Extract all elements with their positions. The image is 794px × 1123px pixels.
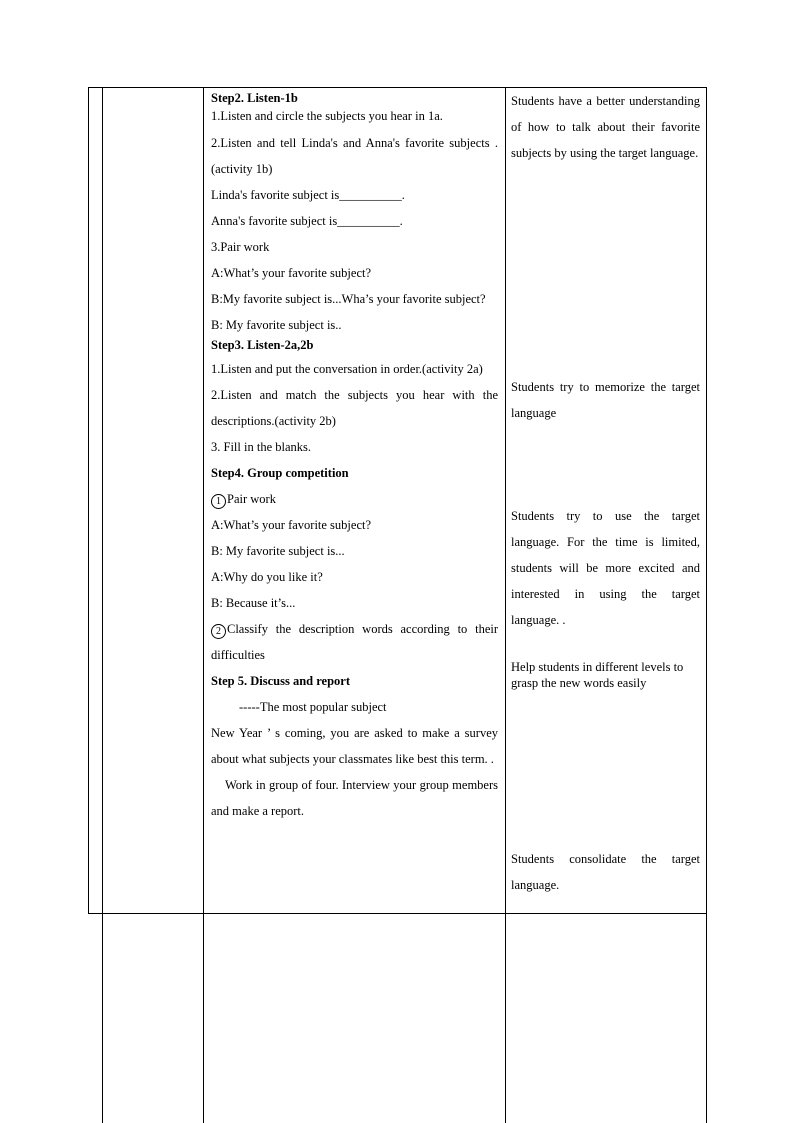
circled-number-1: 1 <box>211 494 226 509</box>
step5-title: Step 5. Discuss and report <box>211 674 351 688</box>
step2-item-7: B:My favorite subject is...Wha’s your favorite subject? <box>211 292 486 306</box>
step3-item-1: 1.Listen and put the conversation in order.(activity 2a) <box>211 362 483 376</box>
table-right-border <box>706 87 707 1123</box>
step4-pair-label: Pair work <box>227 492 276 506</box>
step2-item-1: 1.Listen and circle the subjects you hear in 1a. <box>211 109 443 123</box>
step4-item-2: B: My favorite subject is... <box>211 544 345 558</box>
step4-classify <box>211 616 498 668</box>
step2-item-2: 2.Listen and tell Linda's and Anna's favorite subjects .(activity 1b) <box>211 136 498 176</box>
step2-item-5: 3.Pair work <box>211 240 270 254</box>
table-col-divider-3 <box>505 87 506 1123</box>
step4-item-3: A:Why do you like it? <box>211 570 323 584</box>
step3-item-3: 3. Fill in the blanks. <box>211 440 311 454</box>
purpose-cell-1 <box>511 88 700 166</box>
table-col-divider-1 <box>102 87 103 1123</box>
step2-item-6: A:What’s your favorite subject? <box>211 266 372 280</box>
circled-number-2: 2 <box>211 624 226 639</box>
step4-pair-work <box>211 486 498 512</box>
step4-title: Step4. Group competition <box>211 466 349 480</box>
step2-item-8: B: My favorite subject is.. <box>211 318 342 332</box>
step2-title: Step2. Listen-1b <box>211 91 298 105</box>
table-col-divider-2 <box>203 87 204 1123</box>
purpose-cell-4 <box>511 659 700 691</box>
table-left-border <box>88 87 89 914</box>
purpose-3: Students try to use the target language. For the time is limited, students will be more excited and interested in using the target language. . <box>511 509 700 627</box>
step4-classify-text: Classify the description words according to their difficulties <box>211 622 498 662</box>
step5-subtitle: -----The most popular subject <box>239 700 387 714</box>
purpose-cell-3 <box>511 503 700 633</box>
step2-item-3: Linda's favorite subject is__________. <box>211 188 405 202</box>
step4-item-4: B: Because it’s... <box>211 596 296 610</box>
step5-item-2: Work in group of four. Interview your group members and make a report. <box>211 778 498 818</box>
purpose-2: Students try to memorize the target language <box>511 380 700 420</box>
step3-item-2: 2.Listen and match the subjects you hear with the descriptions.(activity 2b) <box>211 388 498 428</box>
purpose-5: Students consolidate the target language. <box>511 852 700 892</box>
purpose-cell-5 <box>511 846 700 898</box>
purpose-4: Help students in different levels to grasp the new words easily <box>511 660 684 690</box>
step4-item-1: A:What’s your favorite subject? <box>211 518 372 532</box>
purpose-1: Students have a better understanding of how to talk about their favorite subjects by using the target language. <box>511 94 700 160</box>
procedure-cell <box>211 89 498 824</box>
table-row-divider <box>88 913 707 914</box>
purpose-cell-2 <box>511 374 700 426</box>
step5-item-1: New Year ’ s coming, you are asked to make a survey about what subjects your classmates like best this term. . <box>211 726 498 766</box>
step3-title: Step3. Listen-2a,2b <box>211 338 314 352</box>
step2-item-4: Anna's favorite subject is__________. <box>211 214 403 228</box>
